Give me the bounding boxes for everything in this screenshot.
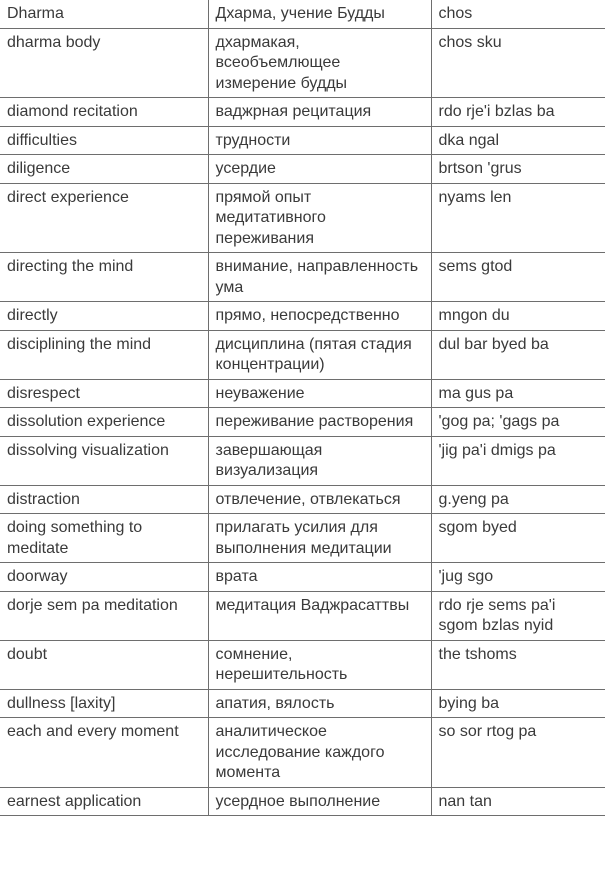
- term-tibetan: 'jug sgo: [431, 563, 605, 592]
- term-tibetan: dka ngal: [431, 126, 605, 155]
- term-english: diamond recitation: [0, 98, 208, 127]
- table-row: [0, 302, 605, 331]
- term-russian: трудности: [208, 126, 431, 155]
- term-russian: дхармакая, всеобъемлющее измерение будды: [208, 28, 431, 98]
- table-row: [0, 379, 605, 408]
- term-tibetan: sems gtod: [431, 253, 605, 302]
- table-row: [0, 330, 605, 379]
- term-english: disrespect: [0, 379, 208, 408]
- term-english: Dharma: [0, 0, 208, 28]
- term-russian: медитация Ваджрасаттвы: [208, 591, 431, 640]
- term-english: difficulties: [0, 126, 208, 155]
- term-tibetan: dul bar byed ba: [431, 330, 605, 379]
- term-russian: прямо, непосредственно: [208, 302, 431, 331]
- table-row: [0, 563, 605, 592]
- term-english: distraction: [0, 485, 208, 514]
- term-english: direct experience: [0, 183, 208, 253]
- term-russian: усердное выполнение: [208, 787, 431, 816]
- term-english: directing the mind: [0, 253, 208, 302]
- term-russian: ваджрная рецитация: [208, 98, 431, 127]
- term-english: earnest application: [0, 787, 208, 816]
- table-row: [0, 718, 605, 788]
- term-russian: завершающая визуализация: [208, 436, 431, 485]
- term-english: directly: [0, 302, 208, 331]
- term-english: dissolving visualization: [0, 436, 208, 485]
- table-row: [0, 98, 605, 127]
- term-tibetan: 'gog pa; 'gags pa: [431, 408, 605, 437]
- term-russian: прилагать усилия для выполнения медитации: [208, 514, 431, 563]
- table-row: [0, 787, 605, 816]
- term-tibetan: nan tan: [431, 787, 605, 816]
- table-row: [0, 0, 605, 28]
- table-row: [0, 408, 605, 437]
- term-tibetan: brtson 'grus: [431, 155, 605, 184]
- term-tibetan: chos sku: [431, 28, 605, 98]
- term-tibetan: ma gus pa: [431, 379, 605, 408]
- term-english: dullness [laxity]: [0, 689, 208, 718]
- term-tibetan: the tshoms: [431, 640, 605, 689]
- term-russian: врата: [208, 563, 431, 592]
- table-row: [0, 126, 605, 155]
- table-row: [0, 183, 605, 253]
- term-russian: Дхарма, учение Будды: [208, 0, 431, 28]
- term-russian: прямой опыт медитативного переживания: [208, 183, 431, 253]
- term-english: dharma body: [0, 28, 208, 98]
- term-tibetan: bying ba: [431, 689, 605, 718]
- term-russian: аналитическое исследование каждого момента: [208, 718, 431, 788]
- term-english: disciplining the mind: [0, 330, 208, 379]
- term-tibetan: mngon du: [431, 302, 605, 331]
- table-row: [0, 253, 605, 302]
- table-row: [0, 155, 605, 184]
- term-russian: переживание растворения: [208, 408, 431, 437]
- table-row: [0, 591, 605, 640]
- term-tibetan: rdo rje sems pa'i sgom bzlas nyid: [431, 591, 605, 640]
- term-russian: неуважение: [208, 379, 431, 408]
- term-tibetan: rdo rje'i bzlas ba: [431, 98, 605, 127]
- term-english: dorje sem pa meditation: [0, 591, 208, 640]
- term-russian: апатия, вялость: [208, 689, 431, 718]
- term-tibetan: 'jig pa'i dmigs pa: [431, 436, 605, 485]
- table-row: [0, 689, 605, 718]
- term-russian: отвлечение, отвлекаться: [208, 485, 431, 514]
- term-english: doubt: [0, 640, 208, 689]
- term-russian: дисциплина (пятая стадия концентрации): [208, 330, 431, 379]
- table-row: [0, 28, 605, 98]
- term-tibetan: so sor rtog pa: [431, 718, 605, 788]
- term-russian: внимание, направленность ума: [208, 253, 431, 302]
- term-russian: усердие: [208, 155, 431, 184]
- term-english: doing something to meditate: [0, 514, 208, 563]
- table-row: [0, 514, 605, 563]
- table-row: [0, 436, 605, 485]
- term-english: doorway: [0, 563, 208, 592]
- term-tibetan: g.yeng pa: [431, 485, 605, 514]
- term-tibetan: nyams len: [431, 183, 605, 253]
- table-row: [0, 640, 605, 689]
- table-row: [0, 485, 605, 514]
- term-english: diligence: [0, 155, 208, 184]
- term-tibetan: chos: [431, 0, 605, 28]
- term-english: each and every moment: [0, 718, 208, 788]
- term-russian: сомнение, нерешительность: [208, 640, 431, 689]
- term-english: dissolution experience: [0, 408, 208, 437]
- term-tibetan: sgom byed: [431, 514, 605, 563]
